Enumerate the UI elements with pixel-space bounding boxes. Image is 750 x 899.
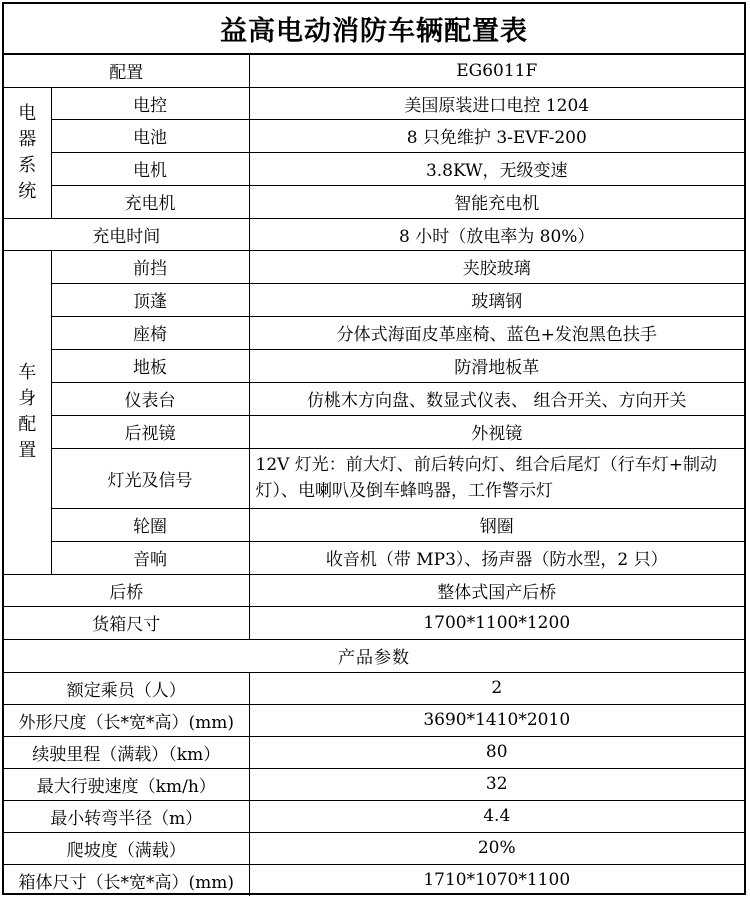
table-row [4, 185, 744, 218]
spec-label: 轮圈 [51, 508, 249, 541]
param-value: 4.4 [249, 800, 744, 832]
spec-label: 灯光及信号 [51, 448, 249, 508]
spec-label: 充电机 [51, 185, 249, 218]
param-value: 20% [249, 832, 744, 864]
param-value: 3690*1410*2010 [249, 704, 744, 736]
spec-label: 货箱尺寸 [4, 606, 249, 639]
param-value: 80 [249, 736, 744, 768]
spec-value: 分体式海面皮革座椅、蓝色+发泡黑色扶手 [249, 316, 744, 349]
table-row [4, 800, 744, 832]
table-row [4, 864, 744, 896]
config-label: 配置 [4, 55, 249, 87]
spec-label: 地板 [51, 349, 249, 382]
table-row [4, 382, 744, 415]
table-row [4, 672, 744, 704]
config-sheet [2, 2, 746, 895]
param-label: 外形尺度（长*宽*高）(mm) [4, 704, 249, 736]
table-row [4, 218, 744, 250]
table-row [4, 119, 744, 152]
param-value: 32 [249, 768, 744, 800]
spec-value: 整体式国产后桥 [249, 574, 744, 606]
group-char: 车 [18, 362, 37, 383]
spec-label: 电池 [51, 119, 249, 152]
spec-value: 外视镜 [249, 415, 744, 448]
spec-value: 3.8KW，无级变速 [249, 152, 744, 185]
param-label: 箱体尺寸（长*宽*高）(mm) [4, 864, 249, 896]
table-row [4, 768, 744, 800]
param-value: 2 [249, 672, 744, 704]
table-row [4, 349, 744, 382]
spec-label: 仪表台 [51, 382, 249, 415]
spec-value: 智能充电机 [249, 185, 744, 218]
spec-label: 顶蓬 [51, 283, 249, 316]
table-row [4, 574, 744, 606]
spec-label: 音响 [51, 541, 249, 574]
table-row [4, 55, 744, 87]
spec-label: 电机 [51, 152, 249, 185]
spec-value: 8 只免维护 3-EVF-200 [249, 119, 744, 152]
group-char: 电 [18, 102, 37, 124]
param-label: 额定乘员（人） [4, 672, 249, 704]
sheet-title: 益高电动消防车辆配置表 [4, 4, 744, 55]
config-value: EG6011F [249, 55, 744, 87]
group-char: 器 [18, 128, 37, 150]
param-label: 续驶里程（满载）（km） [4, 736, 249, 768]
param-label: 爬坡度（满载） [4, 832, 249, 864]
spec-label: 电控 [51, 87, 249, 119]
table-row [4, 832, 744, 864]
spec-value: 8 小时（放电率为 80%） [249, 218, 744, 250]
spec-label: 座椅 [51, 316, 249, 349]
table-row [4, 606, 744, 639]
spec-value: 收音机（带 MP3）、扬声器（防水型，2 只） [249, 541, 744, 574]
spec-label: 充电时间 [4, 218, 249, 250]
params-section-header: 产品参数 [4, 639, 744, 672]
spec-value: 夹胶玻璃 [249, 250, 744, 283]
table-row [4, 87, 744, 119]
group-char: 系 [18, 154, 37, 176]
group-char: 身 [18, 388, 37, 409]
group-char: 置 [18, 440, 37, 461]
spec-value: 1700*1100*1200 [249, 606, 744, 639]
table-row [4, 415, 744, 448]
table-row [4, 704, 744, 736]
table-row [4, 508, 744, 541]
spec-value: 12V 灯光：前大灯、前后转向灯、组合后尾灯（行车灯+制动灯）、电喇叭及倒车蜂鸣器，工作警示灯 [249, 448, 744, 508]
param-value: 1710*1070*1100 [249, 864, 744, 896]
table-row [4, 541, 744, 574]
table-row [4, 639, 744, 672]
spec-value: 玻璃钢 [249, 283, 744, 316]
param-label: 最大行驶速度（km/h） [4, 768, 249, 800]
table-row [4, 736, 744, 768]
spec-value: 美国原装进口电控 1204 [249, 87, 744, 119]
table-row [4, 448, 744, 508]
spec-label: 后视镜 [51, 415, 249, 448]
spec-label: 前挡 [51, 250, 249, 283]
spec-value: 钢圈 [249, 508, 744, 541]
table-row [4, 283, 744, 316]
param-label: 最小转弯半径（m） [4, 800, 249, 832]
electrical-group-label [4, 87, 51, 218]
spec-value: 仿桃木方向盘、数显式仪表、 组合开关、方向开关 [249, 382, 744, 415]
group-char: 统 [18, 180, 37, 202]
table-row [4, 250, 744, 283]
table-row [4, 152, 744, 185]
group-char: 配 [18, 414, 37, 435]
spec-label: 后桥 [4, 574, 249, 606]
body-group-label [4, 250, 51, 574]
spec-value: 防滑地板革 [249, 349, 744, 382]
table-row [4, 316, 744, 349]
config-table [4, 55, 744, 896]
